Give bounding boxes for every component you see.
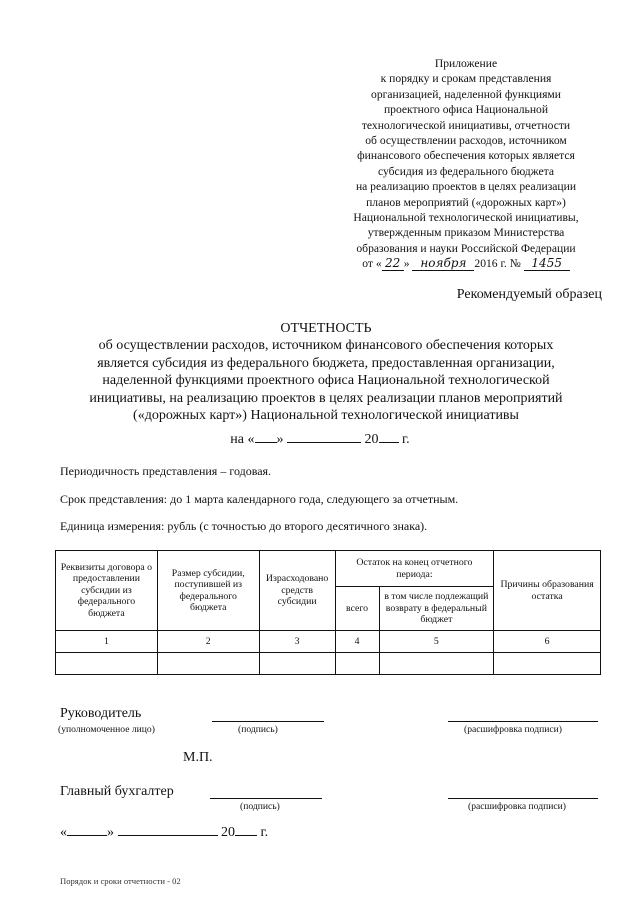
- order-mid: »: [403, 257, 410, 271]
- appendix-line: проектного офиса Национальной: [383, 103, 549, 117]
- column-number: 6: [494, 631, 601, 653]
- report-date-line: [0, 430, 640, 448]
- appendix-line: субсидия из федерального бюджета: [378, 164, 554, 178]
- deadline-text: Срок представления: до 1 марта календарного года, следующего за отчетным.: [60, 492, 459, 506]
- column-number: 1: [56, 631, 158, 653]
- col-header-reasons: Причины образования остатка: [494, 551, 601, 631]
- sign-date-day-blank[interactable]: [67, 823, 107, 836]
- accountant-decoding-line[interactable]: [448, 798, 598, 799]
- order-month-handwritten: ноября: [412, 257, 474, 271]
- col-header-spent: Израсходовано средств субсидии: [259, 551, 335, 631]
- report-title-line: наделенной функциями проектного офиса Национальной технологической: [102, 373, 550, 389]
- appendix-line: финансового обеспечения которых является: [357, 149, 575, 163]
- report-title-line: является субсидия из федерального бюджета, предоставленная организации,: [97, 355, 555, 371]
- appendix-line: образования и науки Российской Федерации: [356, 241, 576, 255]
- table-cell[interactable]: [379, 653, 494, 675]
- column-number: 5: [379, 631, 494, 653]
- head-signature-caption: (подпись): [238, 724, 278, 735]
- order-date-line: [330, 256, 602, 271]
- col-header-remainder: Остаток на конец отчетного периода:: [335, 551, 494, 587]
- table-cell[interactable]: [259, 653, 335, 675]
- date-year-blank[interactable]: [379, 430, 399, 443]
- col-header-total: всего: [335, 587, 379, 631]
- unit-text: Единица измерения: рубль (с точностью до второго десятичного знака).: [60, 519, 428, 533]
- sign-date-prefix: «: [60, 825, 67, 840]
- sign-date-suffix: г.: [260, 825, 269, 840]
- appendix-line: утвержденным приказом Министерства: [367, 226, 565, 240]
- head-decoding-caption: (расшифровка подписи): [464, 724, 562, 735]
- sign-date-mid: »: [107, 825, 114, 840]
- report-heading: ОТЧЕТНОСТЬ: [280, 321, 372, 336]
- col-header-contract: Реквизиты договора о предоставлении субсидии из федерального бюджета: [56, 551, 158, 631]
- table-cell[interactable]: [56, 653, 158, 675]
- report-title-line: об осуществлении расходов, источником финансового обеспечения которых: [98, 338, 554, 354]
- report-title-line: («дорожных карт») Национальной технологической инициативы: [133, 408, 519, 424]
- appendix-line: на реализацию проектов в целях реализации: [355, 180, 577, 194]
- appendix-line: планов мероприятий («дорожных карт»): [366, 195, 566, 209]
- sign-date-month-blank[interactable]: [118, 823, 218, 836]
- appendix-line: об осуществлении расходов, источником: [365, 134, 567, 148]
- appendix-line: к порядку и срокам представления: [380, 72, 552, 86]
- column-number: 4: [335, 631, 379, 653]
- accountant-decoding-caption: (расшифровка подписи): [468, 801, 566, 812]
- head-sub-label: (уполномоченное лицо): [58, 724, 155, 735]
- page-footer: Порядок и сроки отчетности - 02: [60, 876, 181, 886]
- order-number-handwritten: 1455: [524, 257, 570, 271]
- report-table: [55, 550, 601, 675]
- appendix-block: [330, 56, 602, 272]
- date-day-blank[interactable]: [255, 430, 277, 443]
- head-label: Руководитель: [60, 706, 142, 721]
- table-row: [56, 653, 601, 675]
- order-year: 2016 г. №: [474, 257, 521, 271]
- head-decoding-line[interactable]: [448, 721, 598, 722]
- table-cell[interactable]: [335, 653, 379, 675]
- col-header-return: в том числе подлежащий возврату в федеральный бюджет: [379, 587, 494, 631]
- periodicity-text: Периодичность представления – годовая.: [60, 464, 272, 478]
- date-mid: »: [276, 432, 284, 447]
- order-prefix: от «: [362, 257, 382, 271]
- appendix-line: технологической инициативы, отчетности: [361, 118, 571, 132]
- sign-date-year-blank[interactable]: [235, 823, 257, 836]
- date-prefix: на «: [230, 432, 255, 447]
- column-number: 3: [259, 631, 335, 653]
- table-cell[interactable]: [494, 653, 601, 675]
- sign-date-line: [60, 823, 268, 841]
- col-header-subsidy: Размер субсидии, поступившей из федерального бюджета: [157, 551, 259, 631]
- sign-date-year: 20: [221, 825, 235, 840]
- date-suffix: г.: [402, 432, 410, 447]
- appendix-line: Национальной технологической инициативы,: [353, 211, 579, 225]
- accountant-label: Главный бухгалтер: [60, 784, 174, 799]
- report-title: [60, 320, 592, 424]
- order-day-handwritten: 22: [382, 257, 404, 271]
- date-month-blank[interactable]: [287, 430, 361, 443]
- appendix-line: Приложение: [434, 57, 498, 70]
- table-cell[interactable]: [157, 653, 259, 675]
- stamp-label: М.П.: [183, 750, 213, 765]
- report-title-line: инициативы, на реализацию проектов в целях реализации планов мероприятий: [89, 390, 563, 406]
- accountant-signature-caption: (подпись): [240, 801, 280, 812]
- accountant-signature-line[interactable]: [210, 798, 322, 799]
- column-number: 2: [157, 631, 259, 653]
- appendix-line: организацией, наделенной функциями: [371, 87, 561, 101]
- table-number-row: [56, 631, 601, 653]
- sample-label: Рекомендуемый образец: [456, 287, 602, 302]
- head-signature-line[interactable]: [212, 721, 324, 722]
- date-year: 20: [364, 432, 379, 447]
